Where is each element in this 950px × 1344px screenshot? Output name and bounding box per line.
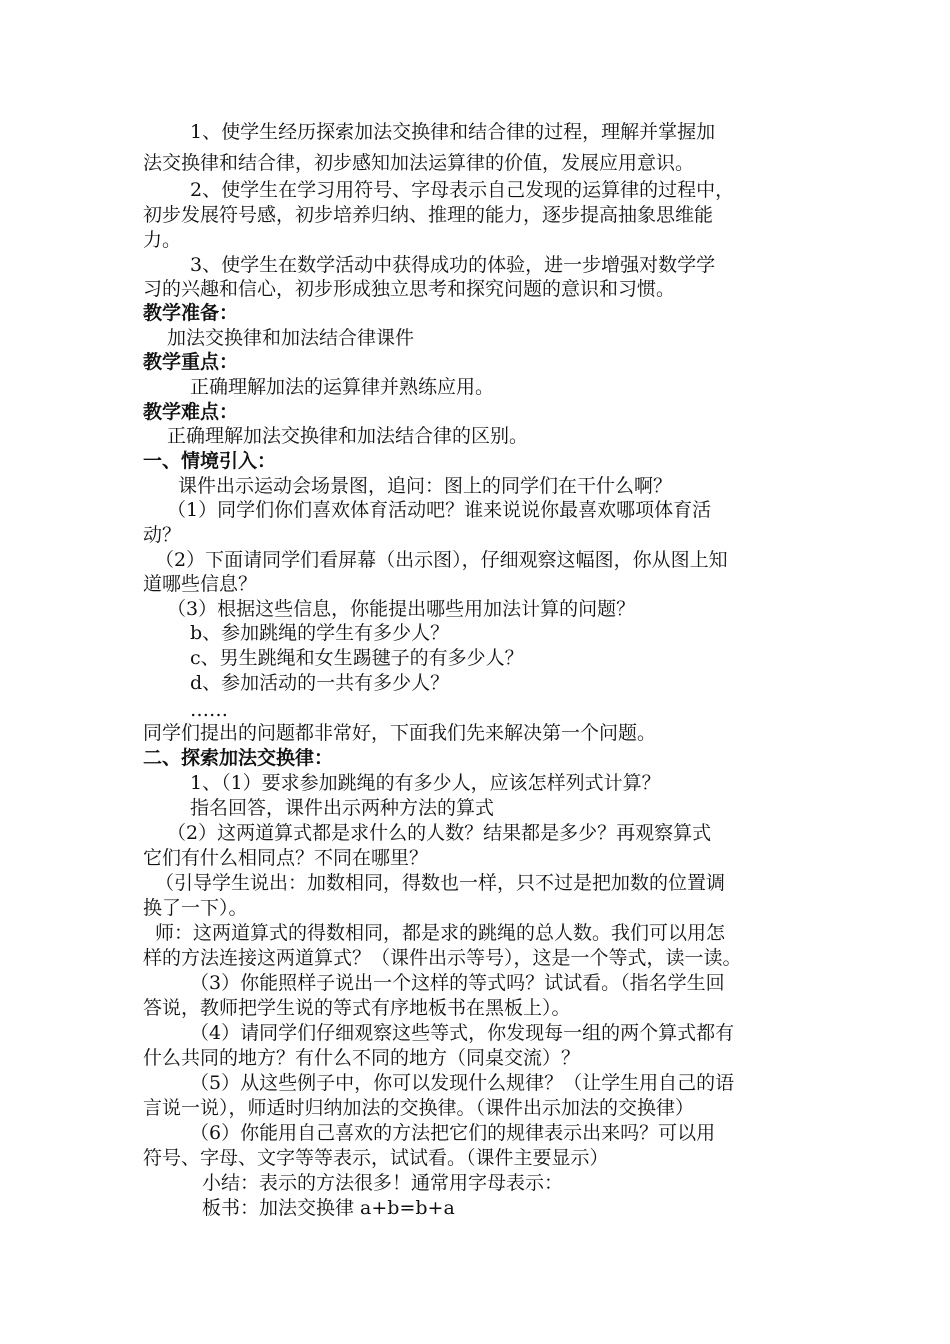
heading-section-2: 二、探索加法交换律：	[143, 747, 334, 769]
step-3-line-1: （3）你能照样子说出一个这样的等式吗？试试看。（指名学生回	[190, 972, 725, 994]
guide-line-1: （引导学生说出：加数相同，得数也一样，只不过是把加数的位置调	[155, 872, 726, 894]
item-c: c、男生跳绳和女生踢毽子的有多少人？	[190, 647, 524, 669]
goal-2-line-2: 初步发展符号感，初步培养归纳、推理的能力，逐步提高抽象思维能	[143, 204, 714, 226]
question-1-line-2: 动？	[143, 524, 182, 546]
goal-1-line-1: 1、使学生经历探索加法交换律和结合律的过程，理解并掌握加	[190, 121, 716, 143]
section-1-intro: 课件出示运动会场景图，追问：图上的同学们在干什么啊？	[178, 475, 673, 497]
difficulty-text: 正确理解加法交换律和加法结合律的区别。	[167, 425, 529, 447]
heading-key-point: 教学重点：	[143, 351, 239, 373]
goal-3-line-2: 习的兴趣和信心，初步形成独立思考和探究问题的意识和习惯。	[143, 278, 676, 300]
item-b: b、参加跳绳的学生有多少人？	[190, 622, 450, 644]
item-d: d、参加活动的一共有多少人？	[190, 672, 450, 694]
heading-section-1: 一、情境引入：	[143, 450, 277, 472]
step-1-answer: 指名回答，课件出示两种方法的算式	[190, 797, 495, 819]
goal-3-line-1: 3、使学生在数学活动中获得成功的体验，进一步增强对数学学	[190, 254, 716, 276]
heading-preparation: 教学准备：	[143, 302, 239, 324]
step-6-line-1: （6）你能用自己喜欢的方法把它们的规律表示出来吗？可以用	[190, 1122, 716, 1144]
guide-line-2: 换了一下）。	[143, 897, 248, 919]
step-5-line-2: 言说一说），师适时归纳加法的交换律。（课件出示加法的交换律）	[143, 1097, 695, 1119]
ellipsis: ……	[190, 699, 228, 721]
step-4-line-2: 什么共同的地方？有什么不同的地方（同桌交流）？	[143, 1047, 581, 1069]
step-2-line-2: 它们有什么相同点？不同在哪里？	[143, 847, 429, 869]
step-6-line-2: 符号、字母、文字等等表示，试试看。（课件主要显示）	[143, 1147, 609, 1169]
key-point-text: 正确理解加法的运算律并熟练应用。	[190, 376, 495, 398]
question-3: （3）根据这些信息，你能提出哪些用加法计算的问题？	[167, 598, 636, 620]
teacher-line-2: 样的方法连接这两道算式？（课件出示等号），这是一个等式，读一读。	[143, 947, 742, 969]
heading-difficulty: 教学难点：	[143, 401, 239, 423]
step-1-1: 1、（1）要求参加跳绳的有多少人，应该怎样列式计算？	[190, 772, 661, 794]
step-5-line-1: （5）从这些例子中，你可以发现什么规律？（让学生用自己的语	[190, 1072, 735, 1094]
board-writing-line: 板书：加法交换律 a+b=b+a	[202, 1197, 455, 1219]
step-4-line-1: （4）请同学们仔细观察这些等式，你发现每一组的两个算式都有	[190, 1022, 735, 1044]
goal-2-line-3: 力。	[143, 229, 182, 251]
question-2-line-2: 道哪些信息？	[143, 573, 258, 595]
teacher-line-1: 师：这两道算式的得数相同，都是求的跳绳的总人数。我们可以用怎	[155, 922, 726, 944]
preparation-text: 加法交换律和加法结合律课件	[167, 327, 415, 349]
question-1-line-1: （1）同学们你们喜欢体育活动吧？谁来说说你最喜欢哪项体育活	[167, 499, 712, 521]
question-2-line-1: （2）下面请同学们看屏幕（出示图），仔细观察这幅图，你从图上知	[155, 549, 728, 571]
step-3-line-2: 答说，教师把学生说的等式有序地板书在黑板上）。	[143, 997, 571, 1019]
transition-text: 同学们提出的问题都非常好，下面我们先来解决第一个问题。	[143, 722, 657, 744]
summary-line: 小结：表示的方法很多！通常用字母表示：	[202, 1172, 564, 1194]
goal-1-line-2: 法交换律和结合律，初步感知加法运算律的价值，发展应用意识。	[143, 152, 695, 174]
step-2-line-1: （2）这两道算式都是求什么的人数？结果都是多少？再观察算式	[167, 822, 712, 844]
goal-2-line-1: 2、使学生在学习用符号、字母表示自己发现的运算律的过程中，	[190, 179, 735, 201]
